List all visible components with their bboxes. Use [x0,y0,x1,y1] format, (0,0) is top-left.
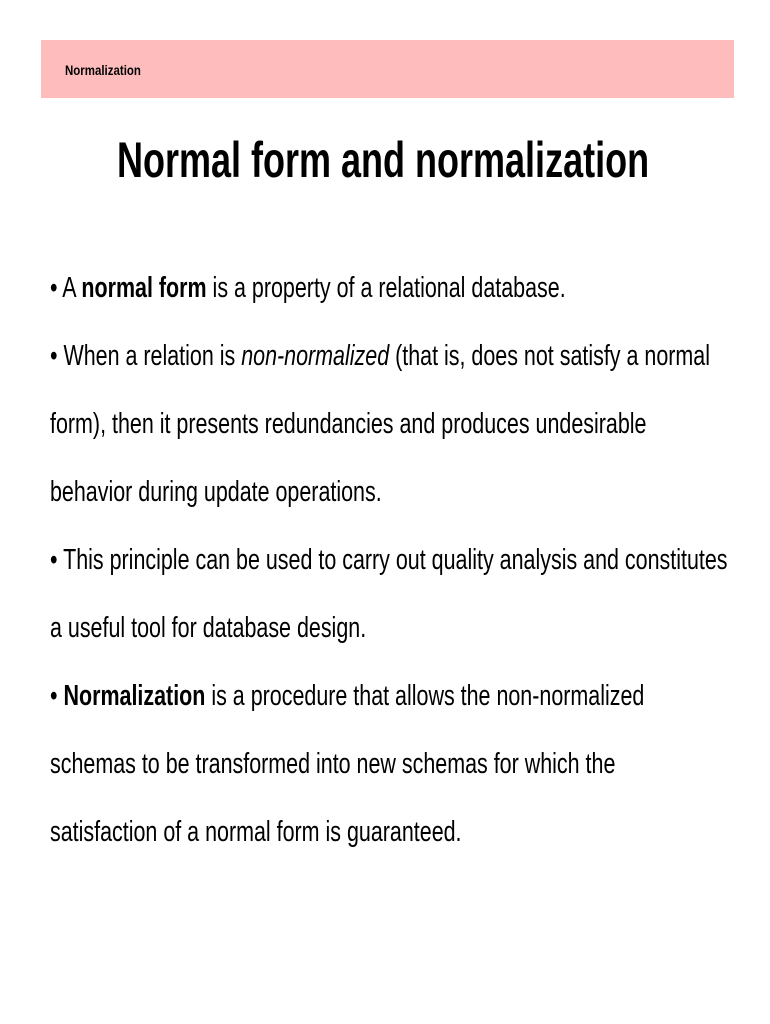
bullet-2-line-2: form), then it presents redundancies and produces undesirable [50,408,647,440]
header-band [41,40,734,98]
header-label: Normalization [65,62,141,78]
bullet-4-line-1 [50,676,644,716]
bullet-4-term: Normalization [63,680,206,712]
bullet-1-marker: • A [50,272,82,304]
bullet-4-line-2: schemas to be transformed into new schemas for which the [50,748,616,780]
bullet-2-line-1 [50,336,710,376]
bullet-1-term: normal form [81,272,207,304]
slide-title: Normal form and normalization [117,132,650,188]
bullet-3-line-1: • This principle can be used to carry out quality analysis and constitutes [50,544,728,576]
bullet-3-line-2: a useful tool for database design. [50,612,367,644]
bullet-4-marker: • [50,680,64,712]
bullet-4-line-3: satisfaction of a normal form is guaranteed. [50,816,462,848]
bullet-2-term: non-normalized [241,340,390,372]
bullet-2-text-start: • When a relation is [50,340,242,372]
bullet-1-text: is a property of a relational database. [206,272,566,304]
bullet-2-line-3: behavior during update operations. [50,476,382,508]
bullet-4-text: is a procedure that allows the non-normalized [205,680,645,712]
bullet-1-line-1 [50,268,566,308]
bullet-2-text-end: (that is, does not satisfy a normal [389,340,710,372]
